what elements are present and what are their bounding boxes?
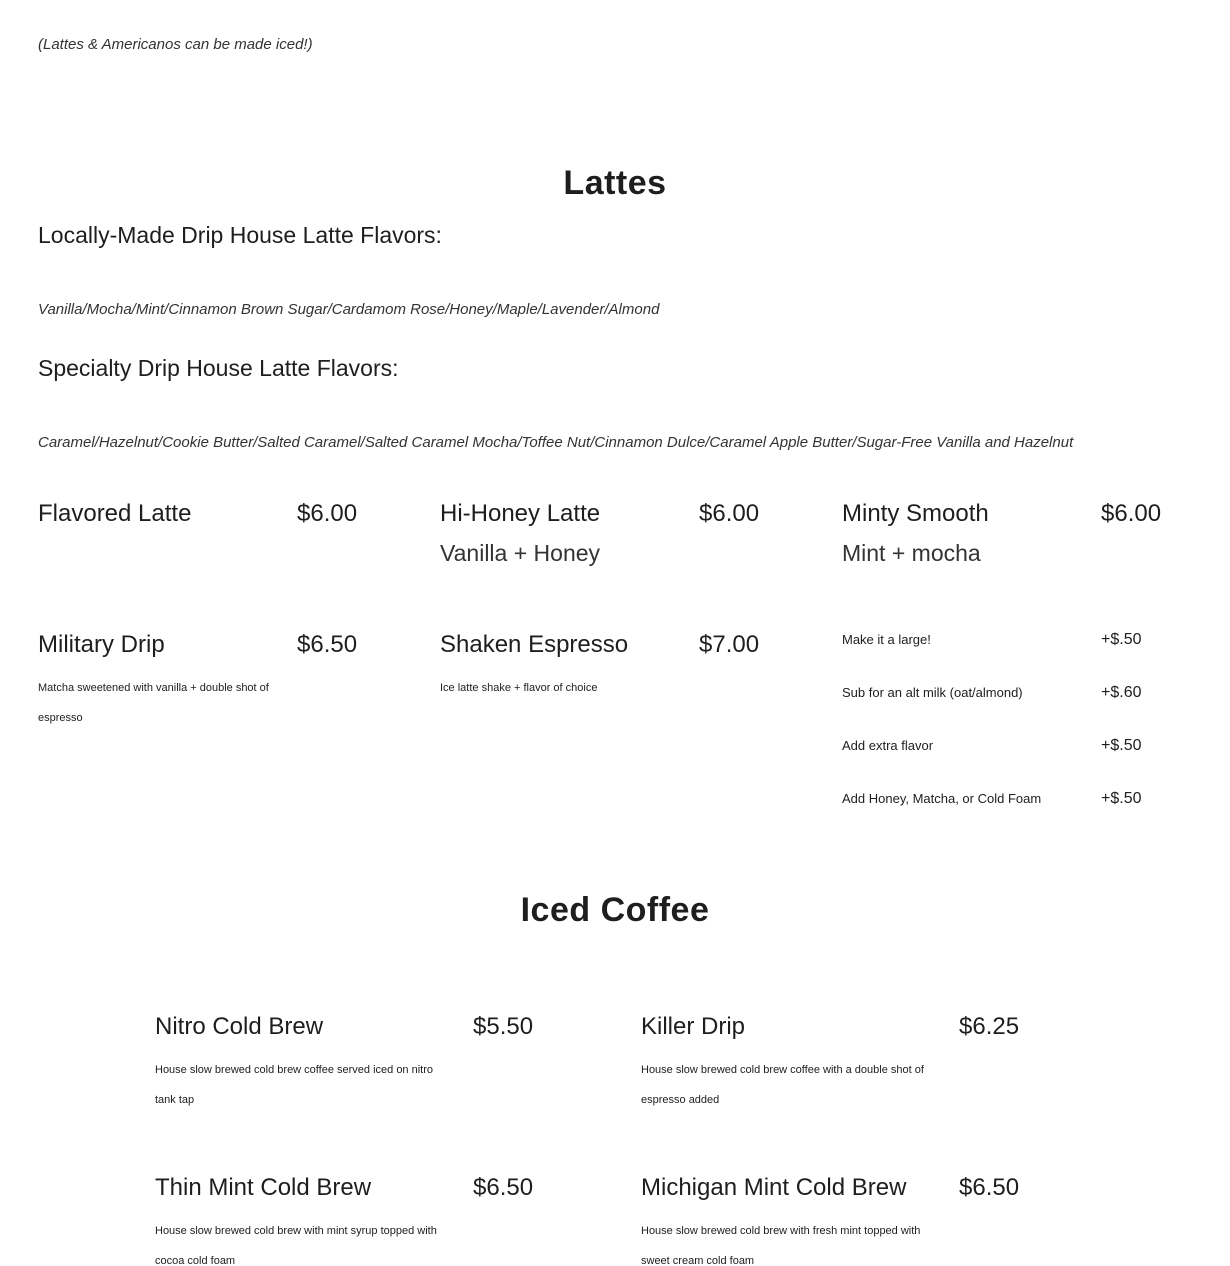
item-price: $6.50 <box>297 631 358 658</box>
menu-item-michigan-mint-cold-brew <box>641 1174 1071 1266</box>
item-price: $6.50 <box>473 1174 534 1201</box>
item-description: Matcha sweetened with vanilla + double shot of espresso <box>38 682 269 724</box>
local-flavors-heading: Locally-Made Drip House Latte Flavors: <box>38 222 442 248</box>
menu-item-minty-smooth <box>842 500 1202 580</box>
addon-price: +$.50 <box>1101 737 1142 754</box>
item-name: Hi-Honey Latte <box>440 500 601 527</box>
specialty-flavors-heading: Specialty Drip House Latte Flavors: <box>38 355 399 381</box>
item-name: Flavored Latte <box>38 500 192 527</box>
iced-note: (Lattes & Americanos can be made iced!) <box>38 36 313 53</box>
item-description: House slow brewed cold brew coffee served iced on nitro tank tap <box>155 1064 434 1106</box>
iced-coffee-title: Iced Coffee <box>520 891 710 929</box>
item-description: Ice latte shake + flavor of choice <box>440 682 598 694</box>
item-price: $6.00 <box>297 500 358 527</box>
item-name: Military Drip <box>38 631 165 658</box>
item-name: Killer Drip <box>641 1013 746 1040</box>
item-price: $6.50 <box>959 1174 1020 1201</box>
item-price: $5.50 <box>473 1013 534 1040</box>
menu-item-flavored-latte <box>38 500 398 580</box>
item-name: Nitro Cold Brew <box>155 1013 324 1040</box>
item-price: $6.25 <box>959 1013 1020 1040</box>
item-description: House slow brewed cold brew coffee with a double shot of espresso added <box>641 1064 924 1106</box>
menu-item-killer-drip <box>641 1013 1071 1123</box>
specialty-flavors-list: Caramel/Hazelnut/Cookie Butter/Salted Caramel/Salted Caramel Mocha/Toffee Nut/Cinnamon Dulce/Caramel Apple Butter/Sugar-Free Vanilla and Hazelnut <box>38 434 1074 451</box>
item-name: Shaken Espresso <box>440 631 629 658</box>
item-name: Michigan Mint Cold Brew <box>641 1174 907 1201</box>
addon-price: +$.60 <box>1101 684 1142 701</box>
addon-label: Add Honey, Matcha, or Cold Foam <box>842 791 1042 806</box>
item-subtitle: Mint + mocha <box>842 540 981 566</box>
addon-label: Make it a large! <box>842 632 931 647</box>
addon-label: Add extra flavor <box>842 738 934 753</box>
addon-price: +$.50 <box>1101 790 1142 807</box>
item-price: $6.00 <box>699 500 760 527</box>
menu-item-thin-mint-cold-brew <box>155 1174 585 1266</box>
item-price: $7.00 <box>699 631 760 658</box>
addon-alt-milk <box>842 685 1162 707</box>
addon-price: +$.50 <box>1101 631 1142 648</box>
lattes-title: Lattes <box>563 164 667 202</box>
item-price: $6.00 <box>1101 500 1162 527</box>
menu-item-hi-honey-latte <box>440 500 800 580</box>
item-subtitle: Vanilla + Honey <box>440 540 601 566</box>
item-name: Thin Mint Cold Brew <box>155 1174 372 1201</box>
addon-label: Sub for an alt milk (oat/almond) <box>842 685 1023 700</box>
menu-item-nitro-cold-brew <box>155 1013 585 1123</box>
item-description: House slow brewed cold brew with fresh mint topped with sweet cream cold foam <box>641 1225 921 1266</box>
item-name: Minty Smooth <box>842 500 989 527</box>
menu-item-shaken-espresso <box>440 631 800 741</box>
local-flavors-list: Vanilla/Mocha/Mint/Cinnamon Brown Sugar/Cardamom Rose/Honey/Maple/Lavender/Almond <box>38 301 660 318</box>
addon-extra-flavor <box>842 738 1162 760</box>
addon-honey-matcha-foam <box>842 791 1162 813</box>
addon-large <box>842 632 1162 654</box>
menu-item-military-drip <box>38 631 398 741</box>
item-description: House slow brewed cold brew with mint syrup topped with cocoa cold foam <box>155 1225 437 1266</box>
